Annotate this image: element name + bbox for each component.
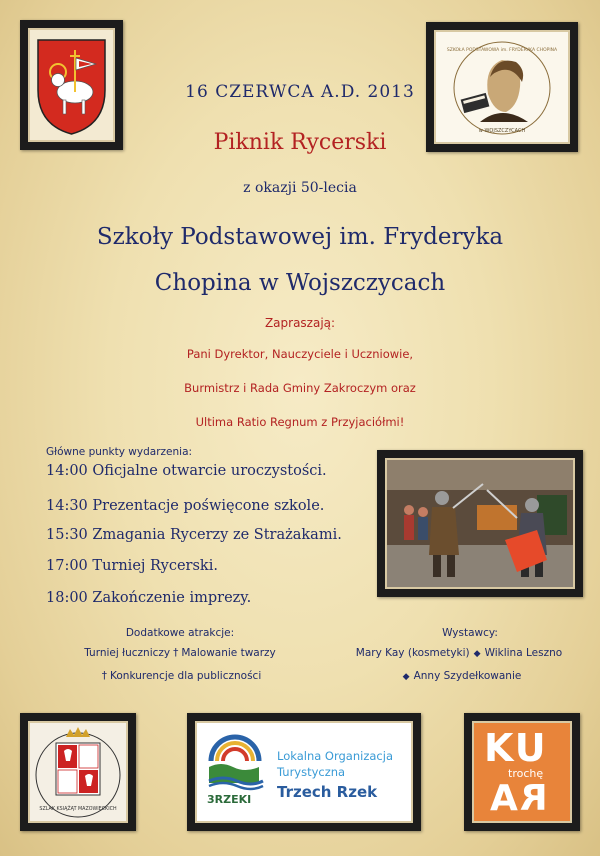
kultura-mid: trochę [508, 767, 544, 780]
kultura-bottom: RA [488, 778, 548, 819]
szlak-text: SZLAK KSIĄŻĄT MAZOWIECKICH [39, 807, 117, 812]
exhibitor-item: Wiklina Leszno [484, 647, 563, 659]
extras-heading: Dodatkowe atrakcje: [125, 627, 235, 639]
seal-bottom-text: w WOJSZCZYCACH [478, 128, 526, 134]
program-item: 17:00 Turniej Rycerski. [46, 558, 218, 574]
knights-photo [385, 458, 575, 589]
extras-item: Turniej łuczniczy [84, 647, 171, 659]
school-name-line1: Szkoły Podstawowej im. Fryderyka [96, 224, 504, 250]
program-item: 15:30 Zmagania Rycerzy ze Strażakami. [46, 527, 342, 543]
school-name-line2: Chopina w Wojszczycach [154, 270, 446, 296]
program-heading: Główne punkty wydarzenia: [46, 446, 193, 458]
exhibitors-heading: Wystawcy: [442, 627, 498, 639]
knights-fighting-photo-icon [387, 460, 573, 587]
dagger-icon: † [101, 670, 107, 682]
program-item: 14:00 Oficjalne otwarcie uroczystości. [46, 463, 327, 479]
exhibitors-line1 [318, 647, 600, 659]
trzech-rzek-logo [195, 721, 413, 823]
extras-item: Konkurencje dla publiczności [110, 670, 262, 682]
program-item: 18:00 Zakończenie imprezy. [46, 590, 252, 606]
szlak-logo-frame [20, 713, 136, 831]
trzech-rzek-name: Trzech Rzek [277, 783, 378, 801]
trzech-rzek-line1: Lokalna Organizacja [277, 749, 393, 763]
knights-photo-frame [377, 450, 583, 597]
szlak-logo [28, 721, 128, 823]
extras-line2 [40, 670, 320, 682]
invitation-heading: Zapraszają: [264, 316, 336, 330]
exhibitor-item: Anny Szydełkowanie [413, 670, 522, 682]
program-item: 14:30 Prezentacje poświęcone szkole. [46, 498, 325, 514]
diamond-icon: ◆ [402, 672, 410, 682]
event-title: Piknik Rycerski [213, 130, 387, 155]
exhibitor-item: Mary Kay (kosmetyki) [355, 647, 470, 659]
kultura-logo [472, 721, 572, 823]
kultura-logo-frame [464, 713, 580, 831]
three-rivers-icon [203, 723, 273, 821]
dagger-icon: † [173, 647, 179, 659]
seal-top-text: SZKOŁA PODSTAWOWA im. FRYDERYKA CHOPINA [446, 48, 558, 53]
diamond-icon: ◆ [473, 649, 481, 659]
occasion-line: z okazji 50-lecia [243, 180, 357, 196]
invitation-host: Burmistrz i Rada Gminy Zakroczym oraz [184, 381, 416, 395]
trzech-rzek-line2: Turystyczna [277, 765, 346, 779]
trzech-rzek-mark: 3RZEKI [207, 793, 252, 806]
exhibitors-line2 [360, 670, 560, 682]
kultura-top: KU [484, 726, 548, 770]
event-date: 16 CZERWCA A.D. 2013 [185, 82, 415, 102]
extras-item: Malowanie twarzy [181, 647, 276, 659]
invitation-host: Ultima Ratio Regnum z Przyjaciółmi! [195, 415, 405, 429]
extras-line1 [40, 647, 320, 659]
trzech-rzek-logo-frame [187, 713, 421, 831]
invitation-host: Pani Dyrektor, Nauczyciele i Uczniowie, [186, 347, 414, 361]
